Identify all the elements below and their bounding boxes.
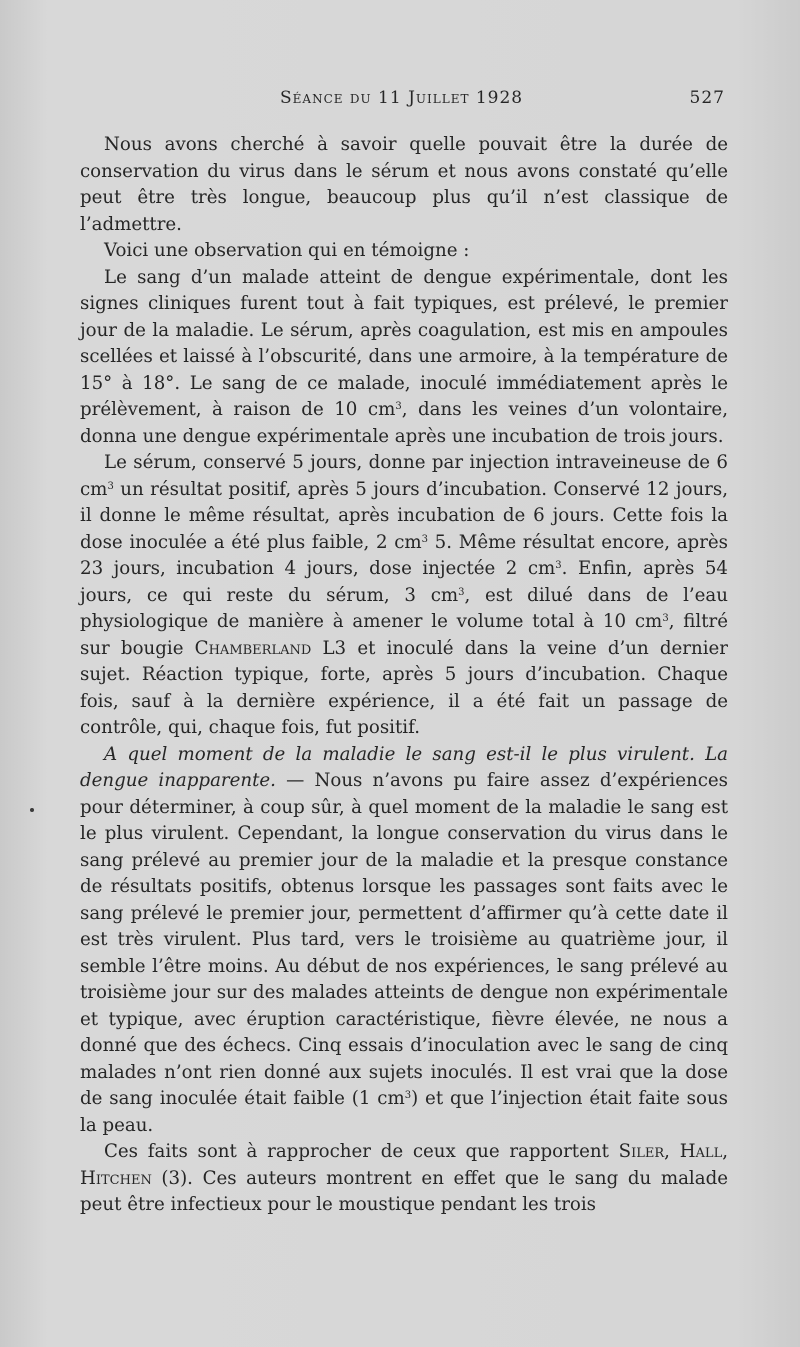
body-text xyxy=(80,132,728,1219)
paragraph-5: A quel moment de la maladie le sang est-il le plus virulent. La dengue inapparente. — Nous n’avons pu faire assez d’expériences pour déterminer, à coup sûr, à quel moment de la maladie le sang est le plus virulent. Cependant, la longue conservation du virus dans le sang prélevé au premier jour de la maladie et la presque constance de résultats positifs, obtenus lorsque les passages sont faits avec le sang prélevé le premier jour, permettent d’affirmer qu’à cette date il est très virulent. Plus tard, vers le troisième au quatrième jour, il semble l’être moins. Au début de nos expériences, le sang prélevé au troisième jour sur des malades atteints de dengue non expérimentale et typique, avec éruption caractéristique, fièvre élevée, ne nous a donné que des échecs. Cinq essais d’inoculation avec le sang de cinq malades n’ont rien donné aux sujets inoculés. Il est vrai que la dose de sang inoculée était faible (1 $cm^3$) et que l’injection était faite sous la peau. xyxy=(80,743,729,1136)
author-name: Chamberland xyxy=(194,637,312,659)
paragraph-3: Le sang d’un malade atteint de dengue expérimentale, dont les signes cliniques furent tout à fait typiques, est prélevé, le premier jour de la maladie. Le sérum, après coagulation, est mis en ampoules scellées et laissé à l’obscurité, dans une armoire, à la température de 15° à 18°. Le sang de ce malade, inoculé immédiatement après le prélèvement, à raison de 10 $cm^3$, dans les veines d’un volontaire, donna une dengue expérimentale après une incubation de trois jours. xyxy=(80,266,728,447)
paragraph-1: Nous avons cherché à savoir quelle pouvait être la durée de conservation du virus dans le sérum et nous avons constaté qu’elle peut être très longue, beaucoup plus qu’il n’est classique de l’admettre. xyxy=(80,134,728,235)
superscript: 3 xyxy=(404,1090,412,1101)
superscript: 3 xyxy=(421,533,429,545)
margin-mark xyxy=(30,808,34,812)
superscript: 3 xyxy=(107,480,114,492)
author-name: Hitchen xyxy=(80,1167,152,1189)
paragraph-2: Voici une observation qui en témoigne : xyxy=(104,240,470,261)
superscript: 3 xyxy=(555,560,562,571)
running-header xyxy=(80,88,725,116)
section-heading: A quel moment de la maladie le sang est-il le plus virulent. La dengue inapparente. xyxy=(80,743,728,791)
superscript: 3 xyxy=(395,401,402,412)
author-name: Hall xyxy=(679,1141,723,1162)
page-number: 527 xyxy=(689,88,725,108)
header-title: Séance du 11 Juillet 1928 xyxy=(280,88,524,108)
author-name: Siler xyxy=(618,1141,665,1162)
superscript: 3 xyxy=(662,613,669,624)
paragraph-6: Ces faits sont à rapprocher de ceux que rapportent Siler, Hall, Hitchen (3). Ces auteurs montrent en effet que le sang du malade peut être infectieux pour le moustique pendant les trois xyxy=(80,1141,728,1215)
paragraph-4: Le sérum, conservé 5 jours, donne par injection intraveineuse de 6 $cm^3$ un résultat positif, après 5 jours d’incubation. Conservé 12 jours, il donne le même résultat, après incubation de 6 jours. Cette fois la dose inoculée a été plus faible, 2 $cm^3$ 5. Même résultat encore, après 23 jours, incubation 4 jours, dose injectée 2 $cm^3$. Enfin, après 54 jours, ce qui reste du sérum, 3 $cm^3$, est dilué dans de l’eau physiologique de manière à amener le volume total à 10 $cm^3$, filtré sur bougie Chamberland L3 et inoculé dans la veine d’un dernier sujet. Réaction typique, forte, après 5 jours d’incubation. Chaque fois, sauf à la dernière expérience, il a été fait un passage de contrôle, qui, chaque fois, fut positif. xyxy=(80,452,728,738)
superscript: 3 xyxy=(458,586,465,598)
